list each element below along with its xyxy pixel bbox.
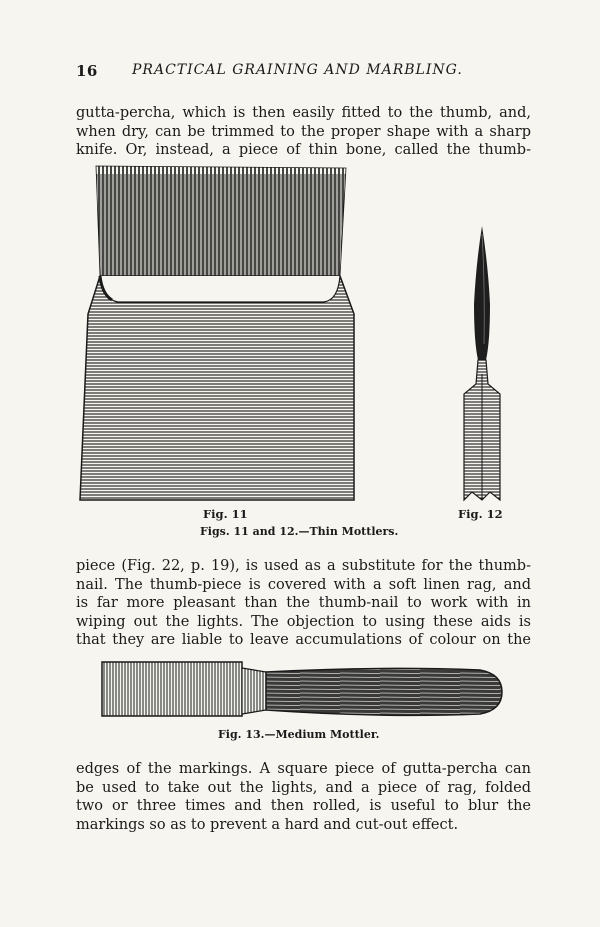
bristles	[96, 166, 346, 276]
text-line: gutta-percha, which is then easily fitted to the thumb, and,	[76, 105, 531, 121]
ferrule	[80, 276, 354, 500]
ferrule	[464, 360, 500, 500]
text-line: two or three times and then rolled, is useful to blur the	[76, 798, 531, 814]
text-line: when dry, can be trimmed to the proper shape with a sharp	[76, 123, 531, 140]
figure-11-thin-mottler	[78, 164, 360, 506]
page-number: 16	[76, 62, 98, 80]
running-header	[76, 62, 526, 84]
figures-11-12-caption: Figs. 11 and 12.—Thin Mottlers.	[200, 525, 399, 538]
figure-12-label: Fig. 12	[458, 507, 503, 521]
text-line: wiping out the lights. The objection to using these aids is	[76, 613, 531, 630]
paragraph-3	[76, 760, 531, 834]
text-line: piece (Fig. 22, p. 19), is used as a substitute for the thumb-	[76, 558, 531, 574]
text-line: that they are liable to leave accumulations of colour on the	[76, 632, 531, 648]
text-line: is far more pleasant than the thumb-nail to work with in	[76, 595, 531, 611]
text-line: nail. The thumb-piece is covered with a soft linen rag, and	[76, 576, 531, 593]
handle	[266, 668, 502, 715]
text-line: markings so as to prevent a hard and cut-out effect.	[76, 816, 459, 833]
text-line: be used to take out the lights, and a piece of rag, folded	[76, 779, 531, 796]
text-line: knife. Or, instead, a piece of thin bone, called the thumb-	[76, 142, 531, 158]
figure-13-medium-mottler	[100, 660, 504, 724]
figure-12-pointed-mottler	[458, 224, 506, 506]
running-title: PRACTICAL GRAINING AND MARBLING.	[132, 62, 463, 78]
paragraph-1	[76, 104, 531, 160]
figure-13-caption: Fig. 13.—Medium Mottler.	[218, 728, 380, 741]
paragraph-2	[76, 557, 531, 650]
figure-11-label: Fig. 11	[203, 507, 248, 521]
ferrule	[102, 662, 266, 716]
handle	[474, 226, 490, 360]
text-line: edges of the markings. A square piece of gutta-percha can	[76, 761, 531, 777]
